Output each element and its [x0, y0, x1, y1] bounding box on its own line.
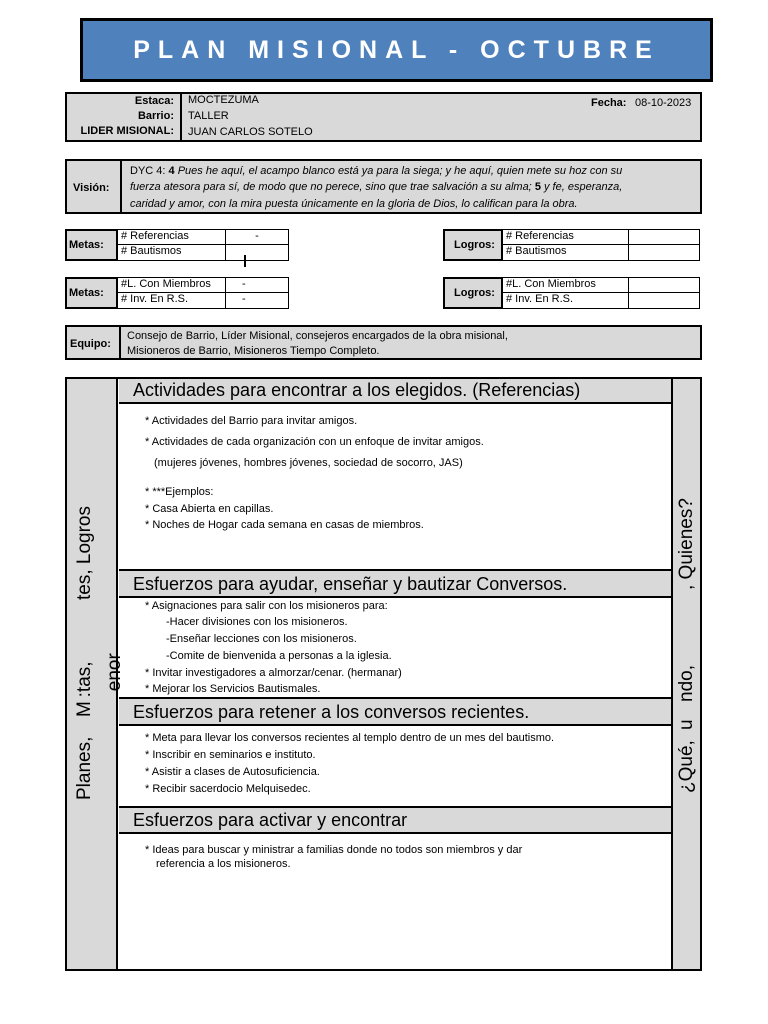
vision-label: Visión: — [73, 182, 110, 194]
side-right-text-3: ndo, — [676, 665, 697, 702]
section-4-line-2: referencia a los misioneros. — [156, 858, 291, 870]
section-1-line-1: * Actividades del Barrio para invitar amigos. — [145, 415, 358, 427]
logros1-label: Logros: — [454, 239, 495, 251]
fecha-value: 08-10-2023 — [635, 97, 692, 109]
vision-line-3: caridad y amor, con la mira puesta únicamente en la gloria de Dios, lo califican para la obra. — [130, 198, 578, 210]
metas2-row-2: # Inv. En R.S. — [117, 292, 227, 309]
vision-verse-5: 5 — [534, 181, 541, 193]
metas2-label-box — [65, 277, 118, 309]
logros1-row-2: # Bautismos — [502, 244, 630, 261]
section-4-line-1: * Ideas para buscar y ministrar a familias donde no todos son miembros y dar — [145, 844, 523, 856]
barrio-value: TALLER — [188, 110, 229, 122]
section-1-line-6: * Noches de Hogar cada semana en casas de miembros. — [145, 519, 424, 531]
equipo-line-2: Misioneros de Barrio, Misioneros Tiempo Completo. — [127, 345, 380, 357]
logros1-row-1-value[interactable] — [628, 229, 700, 245]
logros2-label-box — [443, 277, 503, 309]
side-right-text-4: , Quienes? — [676, 498, 697, 590]
section-3-line-3: * Asistir a clases de Autosuficiencia. — [145, 766, 320, 778]
section-2-line-2: -Hacer divisiones con los misioneros. — [166, 616, 348, 628]
logros1-row-1: # Referencias — [502, 229, 630, 245]
section-3-line-1: * Meta para llevar los conversos recientes al templo dentro de un mes del bautismo. — [145, 732, 555, 744]
metas1-row-2-value[interactable] — [225, 244, 289, 261]
metas2-label: Metas: — [69, 287, 104, 299]
logros2-row-1: #L. Con Miembros — [502, 277, 630, 293]
lider-value: JUAN CARLOS SOTELO — [188, 126, 313, 138]
vision-verse-4: 4 — [168, 165, 175, 177]
side-left-text-1: Planes, — [74, 736, 95, 800]
logros1-label-box — [443, 229, 503, 261]
logros2-row-2: # Inv. En R.S. — [502, 292, 630, 309]
logros2-label: Logros: — [454, 287, 495, 299]
header-values-area — [180, 94, 182, 140]
vision-text-2b: y fe, esperanza, — [544, 181, 623, 193]
side-left-text-4: enor — [104, 653, 125, 695]
metas1-label-box — [65, 229, 118, 261]
metas2-row-1: #L. Con Miembros — [117, 277, 227, 293]
estaca-value: MOCTEZUMA — [188, 94, 259, 106]
section-2-line-1: * Asignaciones para salir con los misioneros para: — [145, 600, 388, 612]
side-left-text-3: tes, Logros — [74, 506, 95, 600]
section-2-title: Esfuerzos para ayudar, enseñar y bautizar Conversos. — [119, 569, 671, 598]
lider-label: LIDER MISIONAL: — [80, 125, 174, 137]
section-4-title: Esfuerzos para activar y encontrar — [119, 806, 671, 834]
vision-divider — [120, 161, 122, 212]
equipo-line-1: Consejo de Barrio, Líder Misional, consejeros encargados de la obra misional, — [127, 330, 508, 342]
cursor-mark — [244, 255, 246, 267]
metas2-row-1-value[interactable]: - — [225, 277, 289, 293]
metas1-label: Metas: — [69, 239, 104, 251]
vision-box — [65, 159, 702, 214]
fecha-label: Fecha: — [591, 97, 627, 109]
vision-ref: DYC 4: — [130, 165, 166, 177]
section-3-title: Esfuerzos para retener a los conversos recientes. — [119, 697, 671, 726]
equipo-divider — [119, 327, 121, 358]
section-3-line-2: * Inscribir en seminarios e instituto. — [145, 749, 316, 761]
logros1-row-2-value[interactable] — [628, 244, 700, 261]
section-2-line-4: -Comite de bienvenida a personas a la iglesia. — [166, 650, 392, 662]
section-1-title: Actividades para encontrar a los elegidos. (Referencias) — [119, 379, 671, 404]
section-1-line-3: (mujeres jóvenes, hombres jóvenes, sociedad de socorro, JAS) — [154, 457, 463, 469]
vision-text-2a: fuerza atesora para sí, de modo que no perece, sino que trae salvación a su alma; — [130, 181, 532, 193]
section-3-line-4: * Recibir sacerdocio Melquisedec. — [145, 783, 311, 795]
metas1-row-1-value[interactable]: - — [225, 229, 289, 245]
header-info-box — [65, 92, 702, 142]
side-right-text-2: u — [676, 719, 697, 730]
section-1-line-2: * Actividades de cada organización con un enfoque de invitar amigos. — [145, 436, 484, 448]
logros2-row-1-value[interactable] — [628, 277, 700, 293]
metas1-row-2: # Bautismos — [117, 244, 227, 261]
section-1-line-4: * ***Ejemplos: — [145, 486, 214, 498]
estaca-label: Estaca: — [134, 95, 174, 107]
page-title-text: PLAN MISIONAL - OCTUBRE — [133, 35, 660, 64]
vision-line-1 — [130, 165, 622, 177]
page-title — [80, 18, 713, 82]
section-2-line-6: * Mejorar los Servicios Bautismales. — [145, 683, 321, 695]
vision-line-2 — [130, 181, 622, 193]
barrio-label: Barrio: — [137, 110, 174, 122]
section-1-line-5: * Casa Abierta en capillas. — [145, 503, 274, 515]
section-2-line-5: * Invitar investigadores a almorzar/cenar. (hermanar) — [145, 667, 402, 679]
metas2-row-2-value[interactable]: - — [225, 292, 289, 309]
equipo-box — [65, 325, 702, 360]
metas1-row-1: # Referencias — [117, 229, 227, 245]
side-right-text-1: ¿Qué, — [676, 740, 697, 793]
vision-text-1: Pues he aquí, el acampo blanco está ya para la siega; y he aquí, quien mete su hoz con su — [177, 165, 623, 177]
side-left-text-2: M :tas, — [74, 661, 95, 717]
section-2-line-3: -Enseñar lecciones con los misioneros. — [166, 633, 357, 645]
logros2-row-2-value[interactable] — [628, 292, 700, 309]
equipo-label: Equipo: — [70, 338, 111, 350]
